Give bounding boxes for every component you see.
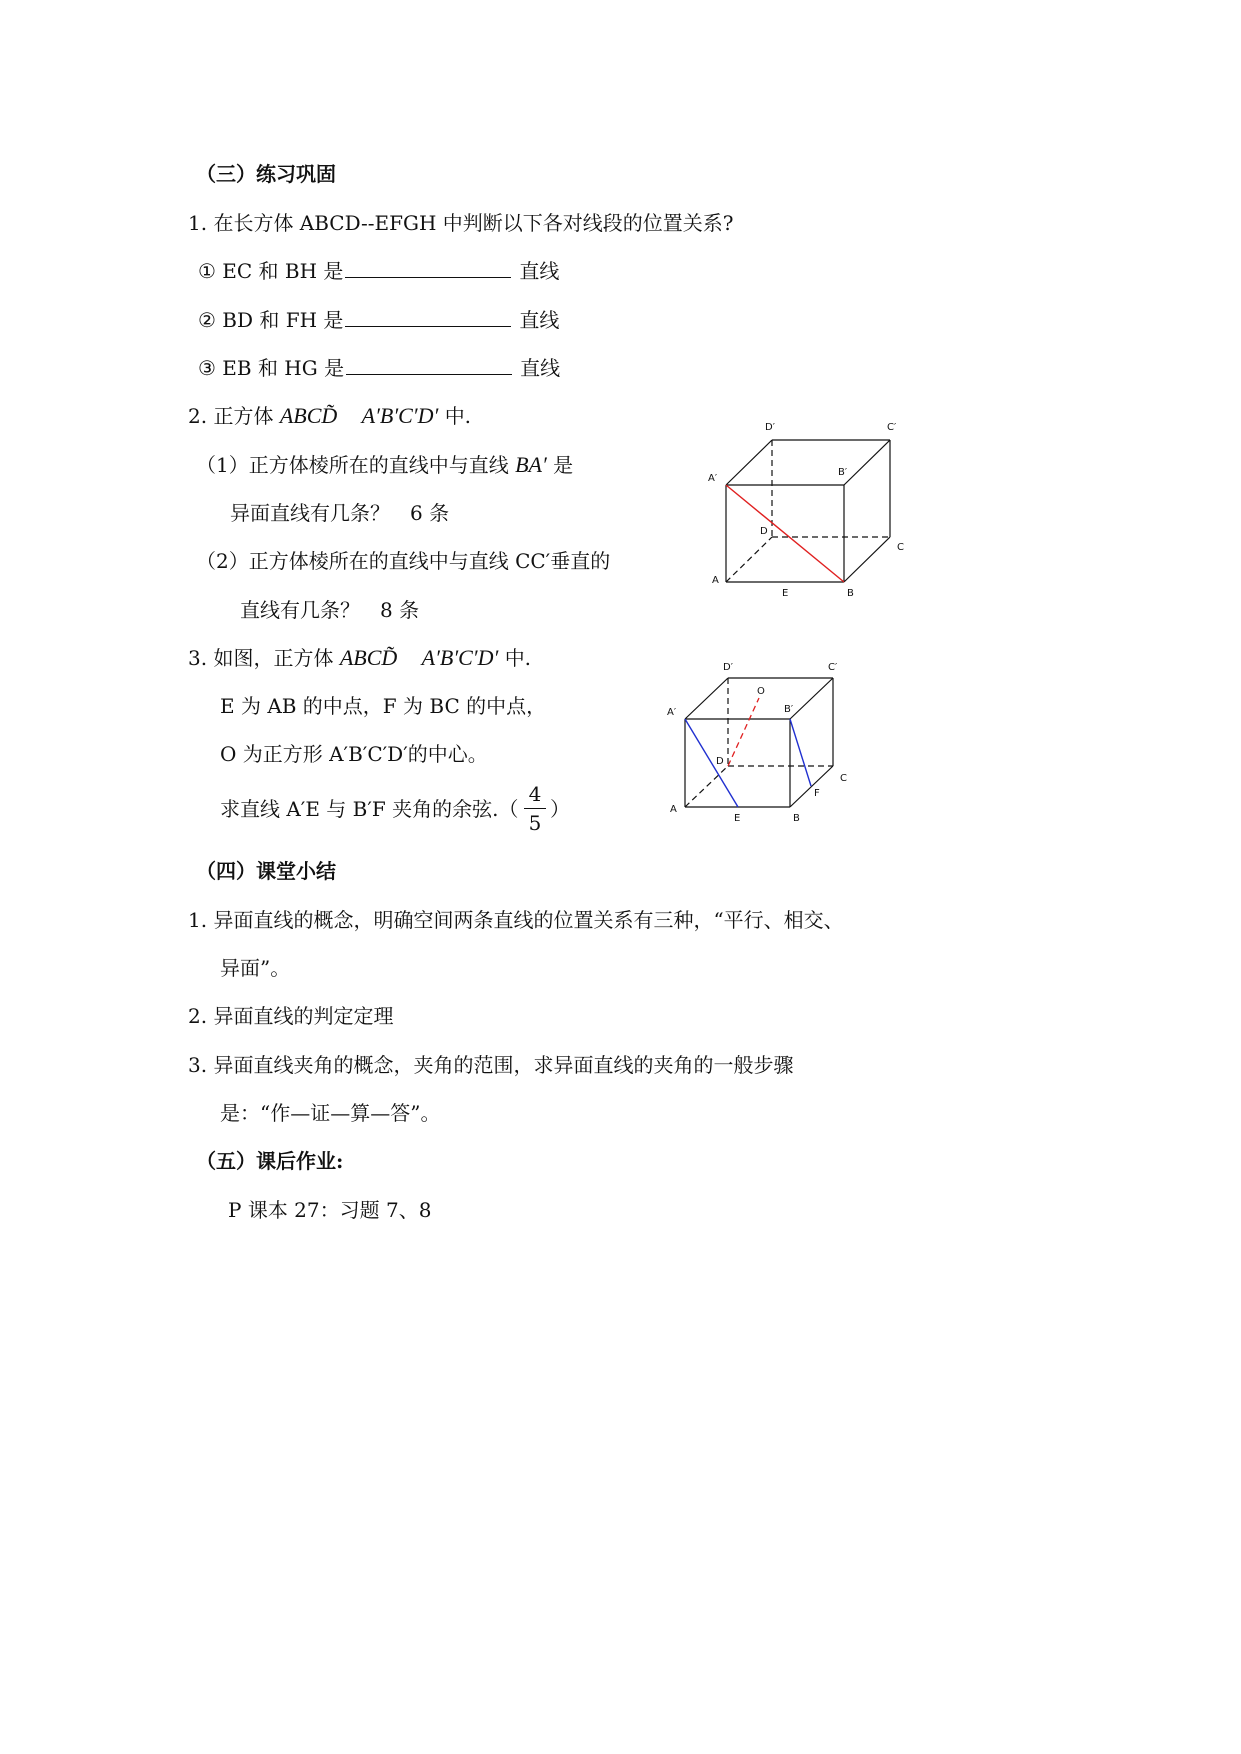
fig2-label-B1: B′ [784,704,794,715]
section-heading-practice: （三）练习巩固 [196,162,336,186]
fig2-label-F: F [814,788,820,799]
fig1-label-A1: A′ [708,473,718,484]
q2-part-1 [196,453,573,477]
segment-do-red [728,698,759,766]
diagonal-ba1-red [726,485,844,582]
answer-fraction [524,782,546,835]
homework-text: P 课本 27：习题 7、8 [228,1198,432,1222]
fig1-label-D1: D′ [765,422,775,433]
q2-part-2-answer: 直线有几条？ 8 条 [240,598,420,622]
q1-item-3-suffix: 直线 [520,356,561,380]
summary-item-3: 3. 异面直线夹角的概念，夹角的范围，求异面直线的夹角的一般步骤 [188,1053,794,1077]
q1-item-2-suffix: 直线 [519,308,560,332]
q2-part-1-a: （1）正方体棱所在的直线中与直线 [196,453,509,477]
fig2-label-O: O [757,686,765,697]
q2-part-1-b: 是 [553,453,574,477]
answer-blank [345,259,511,278]
fraction-bar [524,808,546,809]
fig1-label-C: C [897,542,904,553]
fraction-numerator: 4 [528,782,542,806]
fig2-label-D1: D′ [723,662,733,673]
q2-line-ba: BA′ [515,452,547,477]
fig1-label-D: D [760,526,768,537]
q2-part-1-answer: 异面直线有几条？ 6 条 [230,501,450,525]
q1-item-1-suffix: 直线 [519,259,560,283]
q3-close: ） [550,797,570,821]
summary-item-3-cont: 是：“作—证—算—答”。 [220,1101,441,1125]
fig2-label-C: C [840,773,847,784]
q3-cube-name: ABCD̃ [339,645,398,670]
q2-cube-name: ABCD̃ [279,403,338,428]
q3-line-2: O 为正方形 A′B′C′D′的中心。 [220,742,488,766]
summary-item-1-cont: 异面”。 [220,956,291,980]
cube-figure-1 [690,415,920,600]
summary-item-1: 1. 异面直线的概念，明确空间两条直线的位置关系有三种，“平行、相交、 [188,908,844,932]
q3-line-3: 求直线 A′E 与 B′F 夹角的余弦.（ [220,797,519,821]
fig1-label-E: E [782,588,789,599]
q1-item-2 [198,308,559,332]
fig2-label-D: D [716,756,724,767]
q1-item-1-prefix: ① EC 和 BH 是 [198,259,344,283]
q1-item-3-prefix: ③ EB 和 HG 是 [198,356,345,380]
q2-lead: 2. 正方体 [188,404,274,428]
answer-blank [345,308,511,327]
q1-item-2-prefix: ② BD 和 FH 是 [198,308,344,332]
fig1-label-B: B [847,588,854,599]
summary-item-2: 2. 异面直线的判定定理 [188,1004,394,1028]
section-heading-homework: （五）课后作业: [196,1149,344,1173]
fig2-label-E: E [734,813,741,824]
q2-part-2: （2）正方体棱所在的直线中与直线 CC′垂直的 [196,549,611,573]
fig2-label-C1: C′ [828,662,838,673]
fig1-label-B1: B′ [838,467,848,478]
q2-cube-name-prime: A′B′C′D′ [361,403,439,428]
q3-tail: 中. [504,646,532,670]
fig1-label-A: A [712,575,719,586]
q3-cube-name-prime: A′B′C′D′ [421,645,499,670]
question-2 [188,404,471,428]
segment-b1f-blue [790,719,811,786]
fig2-label-A1: A′ [667,707,677,718]
q3-line-1: E 为 AB 的中点，F 为 BC 的中点， [220,694,547,718]
q1-item-3 [198,356,560,380]
q1-item-1 [198,259,559,283]
answer-blank [346,356,512,375]
cube-figure-2 [660,655,885,830]
question-3 [188,646,531,670]
question-1: 1. 在长方体 ABCD--EFGH 中判断以下各对线段的位置关系? [188,211,734,235]
fig1-label-C1: C′ [887,422,897,433]
fig2-label-A: A [670,804,677,815]
q3-lead: 3. 如图，正方体 [188,646,334,670]
fig2-label-B: B [793,813,800,824]
q2-tail: 中. [444,404,472,428]
section-heading-summary: （四）课堂小结 [196,859,336,883]
fraction-denominator: 5 [528,811,542,835]
